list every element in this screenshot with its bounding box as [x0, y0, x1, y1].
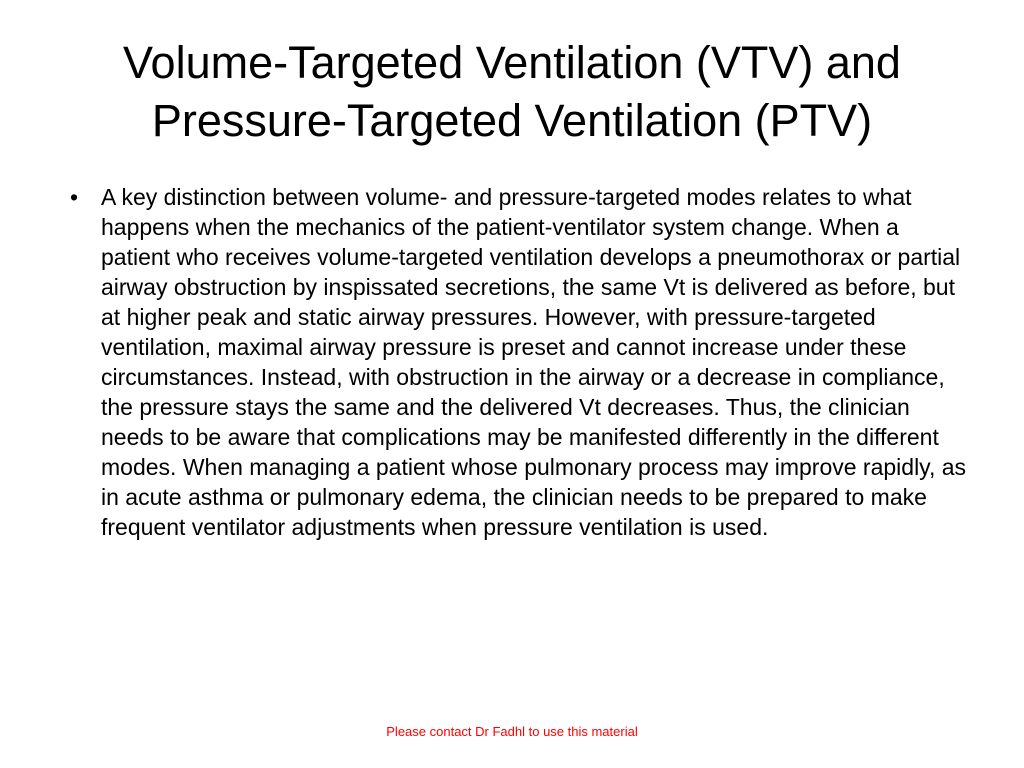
- slide-title-line-2: Pressure-Targeted Ventilation (PTV): [151, 95, 873, 146]
- bullet-item: [70, 182, 970, 542]
- bullet-list: [70, 182, 970, 542]
- bullet-text: A key distinction between volume- and pressure-targeted modes relates to what happens when the mechanics of the patient-ventilator system change. When a patient who receives volume-targeted ventilation develops a pneumothorax or partial airway obstruction by inspissated secretions, the same Vt is delivered as before, but at higher peak and static airway pressures. However, with pressure-targeted ventilation, maximal airway pressure is preset and cannot increase under these circumstances. Instead, with obstruction in the airway or a decrease in compliance, the pressure stays the same and the delivered Vt decreases. Thus, the clinician needs to be aware that complications may be manifested differently in the different modes. When managing a patient whose pulmonary process may improve rapidly, as in acute asthma or pulmonary edema, the clinician needs to be prepared to make frequent ventilator adjustments when pressure ventilation is used.: [101, 184, 967, 540]
- slide-title-line-1: Volume-Targeted Ventilation (VTV) and: [123, 37, 901, 88]
- slide-title: [40, 34, 984, 150]
- footer-notice: Please contact Dr Fadhl to use this material: [386, 724, 638, 739]
- bullet-icon: •: [70, 184, 79, 210]
